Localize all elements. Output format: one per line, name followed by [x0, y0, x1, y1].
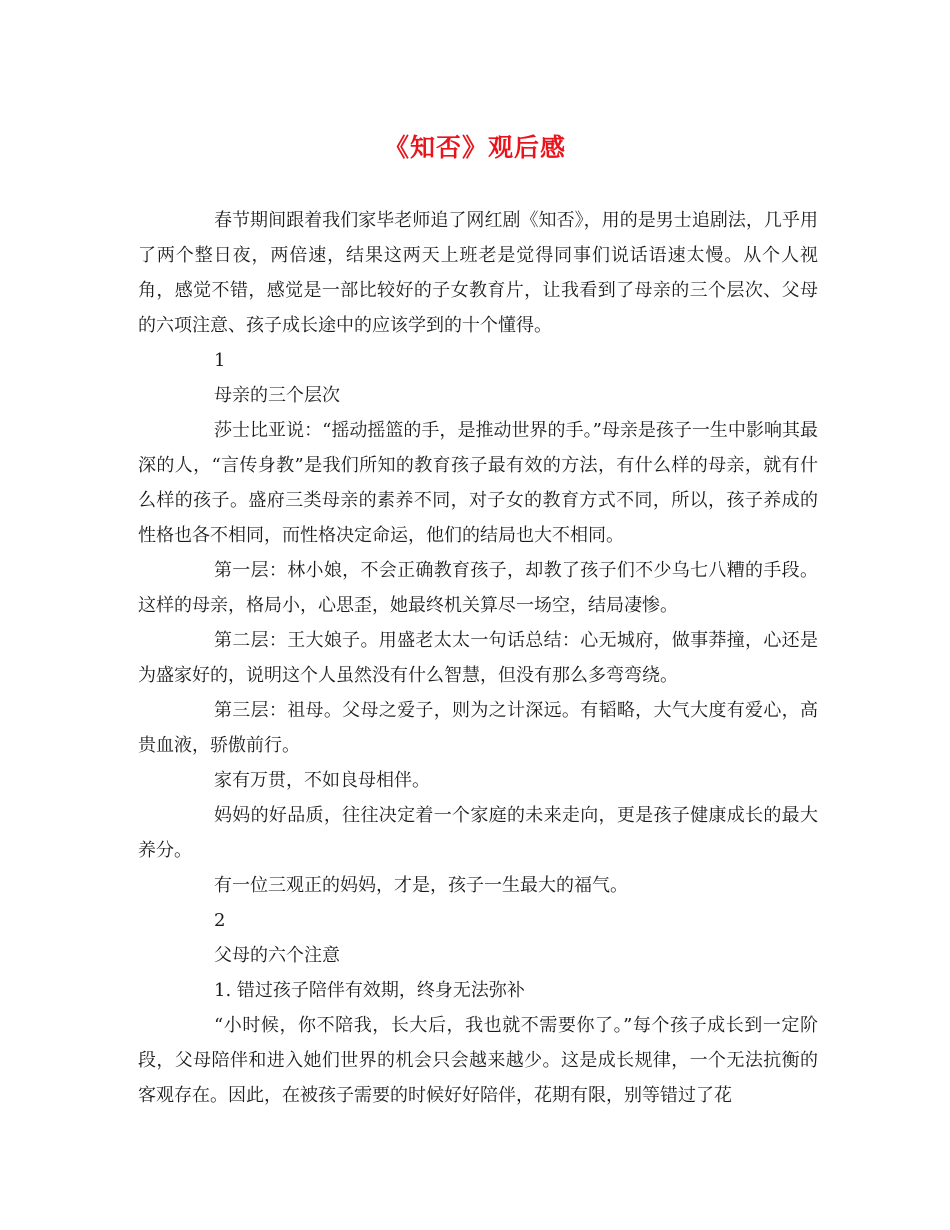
section-heading: 母亲的三个层次 [214, 385, 340, 406]
body-paragraph: 第三层：祖母。父母之爱子，则为之计深远。有韬略，大气大度有爱心，高贵血液，骄傲前行。 [138, 700, 818, 756]
body-paragraph: “小时候，你不陪我，长大后，我也就不需要你了。”每个孩子成长到一定阶段，父母陪伴和进入她们世界的机会只会越来越少。这是成长规律，一个无法抗衡的客观存在。因此，在被孩子需要的时候好好陪伴，花期有限，别等错过了花 [138, 1015, 818, 1106]
list-item-heading: 1. 错过孩子陪伴有效期，终身无法弥补 [214, 980, 525, 1001]
body-paragraph: 家有万贯，不如良母相伴。 [214, 770, 430, 791]
body-paragraph: 第一层：林小娘，不会正确教育孩子，却教了孩子们不少乌七八糟的手段。这样的母亲，格局小，心思歪，她最终机关算尽一场空，结局凄惨。 [138, 560, 818, 616]
document-title: 《知否》观后感 [383, 133, 566, 162]
body-paragraph: 妈妈的好品质，往往决定着一个家庭的未来走向，更是孩子健康成长的最大养分。 [138, 805, 818, 861]
document-body [138, 203, 818, 1113]
section-heading: 父母的六个注意 [214, 945, 340, 966]
section-number: 1 [214, 350, 226, 371]
body-paragraph: 有一位三观正的妈妈，才是，孩子一生最大的福气。 [214, 875, 628, 896]
body-paragraph: 莎士比亚说：“摇动摇篮的手，是推动世界的手。”母亲是孩子一生中影响其最深的人，“言传身教”是我们所知的教育孩子最有效的方法，有什么样的母亲，就有什么样的孩子。盛府三类母亲的素养不同，对子女的教育方式不同，所以，孩子养成的性格也各不相同，而性格决定命运，他们的结局也大不相同。 [138, 420, 818, 546]
intro-paragraph: 春节期间跟着我们家毕老师追了网红剧《知否》，用的是男士追剧法，几乎用了两个整日夜，两倍速，结果这两天上班老是觉得同事们说话语速太慢。从个人视角，感觉不错，感觉是一部比较好的子女教育片，让我看到了母亲的三个层次、父母的六项注意、孩子成长途中的应该学到的十个懂得。 [138, 210, 818, 336]
body-paragraph: 第二层：王大娘子。用盛老太太一句话总结：心无城府，做事莽撞，心还是为盛家好的，说明这个人虽然没有什么智慧，但没有那么多弯弯绕。 [138, 630, 818, 686]
section-number: 2 [214, 910, 226, 931]
